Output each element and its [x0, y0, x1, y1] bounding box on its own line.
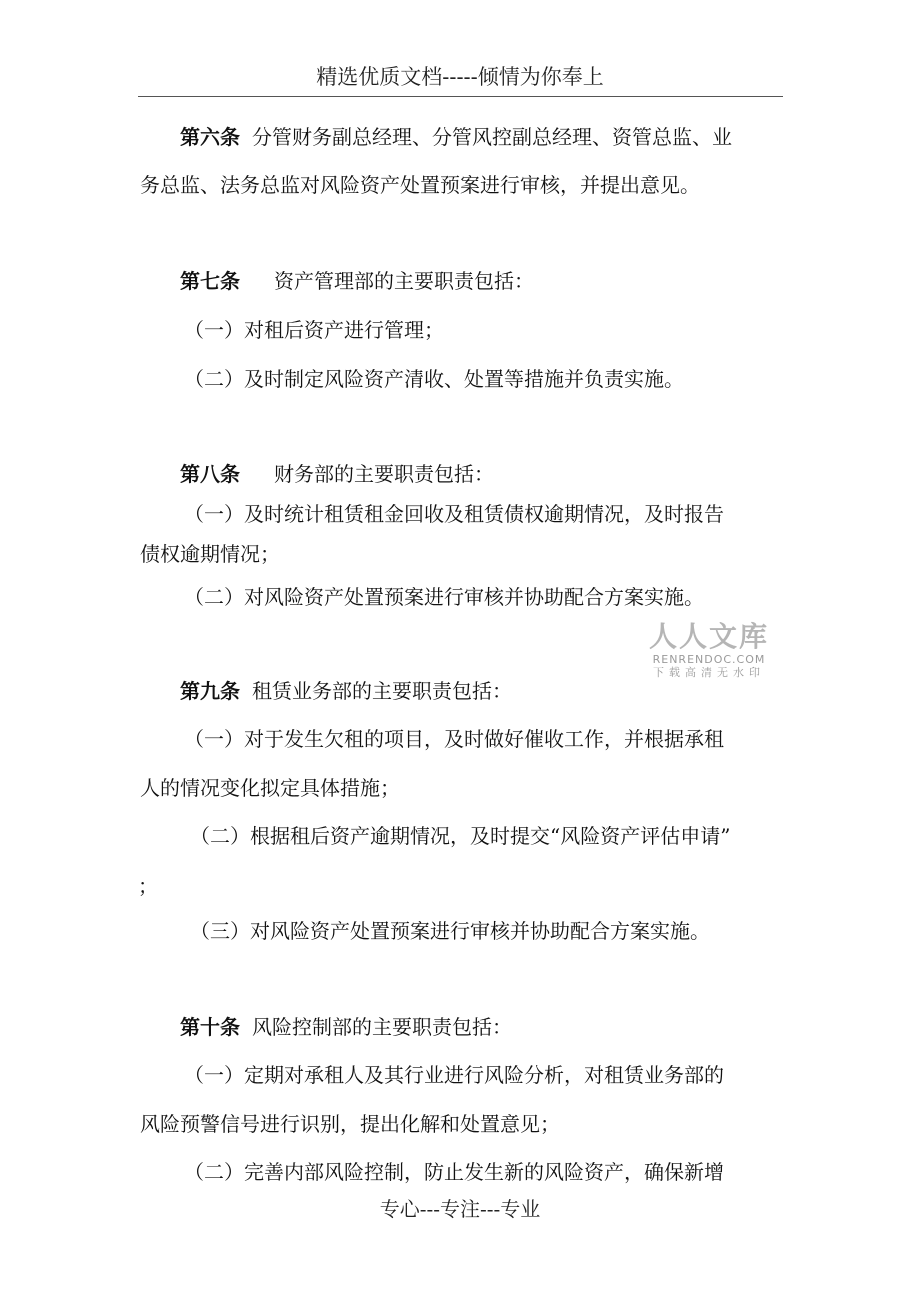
watermark-url: RENRENDOC.COM — [652, 653, 766, 666]
article-10-label: 第十条 — [180, 1015, 240, 1039]
article-6-label: 第六条 — [180, 125, 240, 149]
article-7-label: 第七条 — [180, 269, 240, 293]
article-6-line-2: 务总监、法务总监对风险资产处置预案进行审核，并提出意见。 — [140, 173, 700, 197]
article-9-heading — [180, 676, 512, 706]
article-8-label: 第八条 — [180, 462, 240, 486]
article-9-item-2-line-2: ； — [138, 874, 158, 898]
article-10-item-2-line-1: （二）完善内部风险控制，防止发生新的风险资产，确保新增 — [184, 1160, 724, 1184]
article-7-item-2: （二）及时制定风险资产清收、处置等措施并负责实施。 — [184, 367, 684, 391]
article-8-heading — [180, 459, 494, 489]
watermark-brand: 人人文库 — [648, 620, 769, 653]
article-7-heading — [180, 266, 534, 296]
article-9-item-1-line-1: （一）对于发生欠租的项目，及时做好催收工作，并根据承租 — [184, 727, 724, 751]
article-10-text: 风险控制部的主要职责包括： — [252, 1015, 512, 1039]
article-10-item-1-line-2: 风险预警信号进行识别，提出化解和处置意见； — [140, 1112, 560, 1136]
article-6-text: 分管财务副总经理、分管风控副总经理、资管总监、业 — [252, 125, 732, 149]
article-8-text: 财务部的主要职责包括： — [274, 462, 494, 486]
article-8-item-1-line-1: （一）及时统计租赁租金回收及租赁债权逾期情况，及时报告 — [184, 502, 724, 526]
article-10-item-1-line-1: （一）定期对承租人及其行业进行风险分析，对租赁业务部的 — [184, 1063, 724, 1087]
article-9-item-2-line-1: （二）根据租后资产逾期情况，及时提交“风险资产评估申请” — [190, 824, 731, 848]
article-8-item-2: （二）对风险资产处置预案进行审核并协助配合方案实施。 — [184, 585, 704, 609]
page-footer: 专心---专注---专业 — [379, 1197, 541, 1221]
watermark-tagline: 下载高清无水印 — [653, 666, 765, 679]
article-9-label: 第九条 — [180, 679, 240, 703]
article-7-text: 资产管理部的主要职责包括： — [274, 269, 534, 293]
article-10-heading — [180, 1012, 512, 1042]
article-6-line-1 — [180, 122, 732, 152]
article-9-text: 租赁业务部的主要职责包括： — [252, 679, 512, 703]
page-header: 精选优质文档-----倾情为你奉上 — [316, 65, 604, 89]
renrendoc-watermark — [646, 621, 772, 680]
article-9-item-1-line-2: 人的情况变化拟定具体措施； — [140, 776, 400, 800]
article-9-item-3: （三）对风险资产处置预案进行审核并协助配合方案实施。 — [190, 919, 710, 943]
article-7-item-1: （一）对租后资产进行管理； — [184, 318, 444, 342]
header-divider — [138, 96, 783, 97]
article-8-item-1-line-2: 债权逾期情况； — [140, 542, 280, 566]
